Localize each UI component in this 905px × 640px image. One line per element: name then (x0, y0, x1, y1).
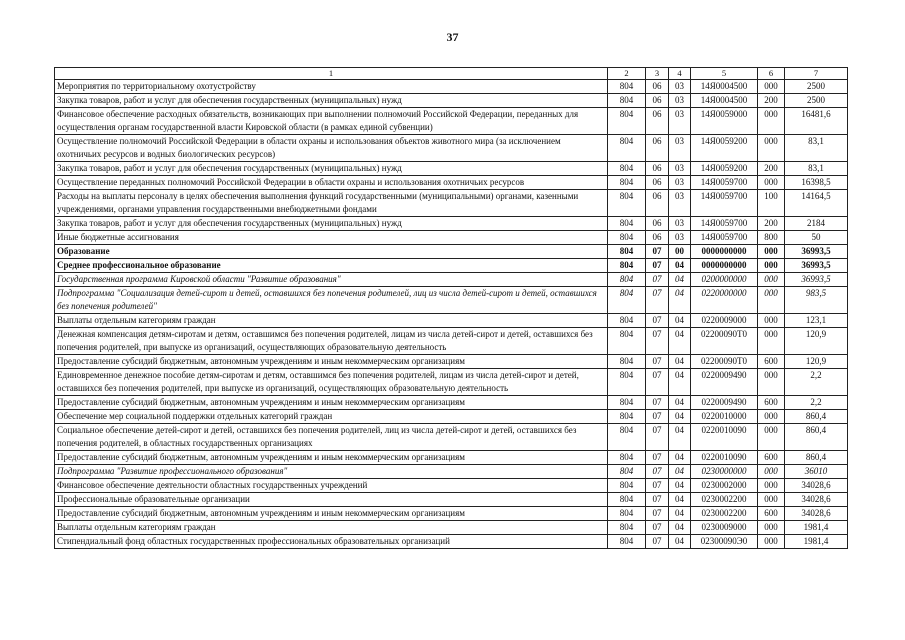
target-article-cell: 14Я0059200 (691, 162, 758, 176)
subsection-code-cell: 03 (669, 108, 691, 135)
header-cell: 2 (608, 68, 646, 80)
target-article-cell: 02200090Т0 (691, 355, 758, 369)
target-article-cell: 14Я0004500 (691, 94, 758, 108)
budget-table (54, 67, 848, 549)
target-article-cell: 14Я0059700 (691, 217, 758, 231)
expense-type-cell: 000 (758, 135, 785, 162)
target-article-cell: 0230002000 (691, 479, 758, 493)
table-row (55, 273, 848, 287)
section-code-cell: 06 (646, 135, 669, 162)
table-row (55, 355, 848, 369)
section-code-cell: 07 (646, 259, 669, 273)
target-article-cell: 0000000000 (691, 259, 758, 273)
admin-code-cell: 804 (608, 535, 646, 549)
table-row (55, 424, 848, 451)
subsection-code-cell: 04 (669, 328, 691, 355)
expense-type-cell: 600 (758, 451, 785, 465)
header-cell: 4 (669, 68, 691, 80)
table-row (55, 80, 848, 94)
target-article-cell: 0220000000 (691, 287, 758, 314)
subsection-code-cell: 03 (669, 231, 691, 245)
subsection-code-cell: 03 (669, 135, 691, 162)
row-name-cell: Стипендиальный фонд областных государственных профессиональных образовательных организаций (55, 535, 608, 549)
expense-type-cell: 000 (758, 176, 785, 190)
admin-code-cell: 804 (608, 135, 646, 162)
target-article-cell: 0220010090 (691, 424, 758, 451)
expense-type-cell: 000 (758, 245, 785, 259)
table-row (55, 217, 848, 231)
table-row (55, 328, 848, 355)
target-article-cell: 0220009490 (691, 369, 758, 396)
admin-code-cell: 804 (608, 217, 646, 231)
table-row (55, 176, 848, 190)
section-code-cell: 07 (646, 507, 669, 521)
subsection-code-cell: 03 (669, 190, 691, 217)
table-row (55, 162, 848, 176)
section-code-cell: 06 (646, 162, 669, 176)
subsection-code-cell: 04 (669, 465, 691, 479)
target-article-cell: 14Я0059200 (691, 135, 758, 162)
section-code-cell: 06 (646, 80, 669, 94)
subsection-code-cell: 04 (669, 479, 691, 493)
admin-code-cell: 804 (608, 521, 646, 535)
section-code-cell: 07 (646, 273, 669, 287)
amount-cell: 14164,5 (785, 190, 848, 217)
section-code-cell: 07 (646, 287, 669, 314)
table-row (55, 369, 848, 396)
row-name-cell: Денежная компенсация детям-сиротам и детям, оставшимся без попечения родителей, лицам из числа детей-сирот и детей, оставшихся без попечения родителей, при выпуске из организаций, осуществляющих образовательную деятельность (55, 328, 608, 355)
expense-type-cell: 000 (758, 493, 785, 507)
target-article-cell: 0220010000 (691, 410, 758, 424)
section-code-cell: 07 (646, 521, 669, 535)
row-name-cell: Закупка товаров, работ и услуг для обеспечения государственных (муниципальных) нужд (55, 94, 608, 108)
amount-cell: 860,4 (785, 451, 848, 465)
table-body (55, 68, 848, 549)
subsection-code-cell: 04 (669, 355, 691, 369)
section-code-cell: 07 (646, 369, 669, 396)
expense-type-cell: 000 (758, 424, 785, 451)
expense-type-cell: 600 (758, 396, 785, 410)
table-row (55, 451, 848, 465)
section-code-cell: 06 (646, 94, 669, 108)
subsection-code-cell: 03 (669, 162, 691, 176)
section-code-cell: 07 (646, 451, 669, 465)
target-article-cell: 14Я0059700 (691, 176, 758, 190)
table-row (55, 135, 848, 162)
amount-cell: 36010 (785, 465, 848, 479)
table-header-row (55, 68, 848, 80)
subsection-code-cell: 04 (669, 507, 691, 521)
section-code-cell: 07 (646, 314, 669, 328)
section-code-cell: 07 (646, 535, 669, 549)
amount-cell: 16398,5 (785, 176, 848, 190)
expense-type-cell: 000 (758, 535, 785, 549)
amount-cell: 83,1 (785, 135, 848, 162)
header-cell: 6 (758, 68, 785, 80)
row-name-cell: Финансовое обеспечение деятельности областных государственных учреждений (55, 479, 608, 493)
subsection-code-cell: 04 (669, 314, 691, 328)
expense-type-cell: 000 (758, 108, 785, 135)
subsection-code-cell: 04 (669, 287, 691, 314)
target-article-cell: 14Я0004500 (691, 80, 758, 94)
admin-code-cell: 804 (608, 451, 646, 465)
table-row (55, 465, 848, 479)
admin-code-cell: 804 (608, 369, 646, 396)
admin-code-cell: 804 (608, 162, 646, 176)
section-code-cell: 06 (646, 190, 669, 217)
expense-type-cell: 000 (758, 314, 785, 328)
expense-type-cell: 600 (758, 507, 785, 521)
header-cell: 5 (691, 68, 758, 80)
admin-code-cell: 804 (608, 507, 646, 521)
row-name-cell: Финансовое обеспечение расходных обязательств, возникающих при выполнении полномочий Российской Федерации, переданных для осуществления органам государственной власти Кировской области (в рамках единой субвенции) (55, 108, 608, 135)
section-code-cell: 06 (646, 176, 669, 190)
amount-cell: 34028,6 (785, 493, 848, 507)
expense-type-cell: 000 (758, 273, 785, 287)
admin-code-cell: 804 (608, 176, 646, 190)
expense-type-cell: 800 (758, 231, 785, 245)
expense-type-cell: 000 (758, 521, 785, 535)
row-name-cell: Социальное обеспечение детей-сирот и детей, оставшихся без попечения родителей, лиц из числа детей-сирот и детей, оставшихся без попечения родителей, в областных государственных организациях (55, 424, 608, 451)
target-article-cell: 0220009000 (691, 314, 758, 328)
section-code-cell: 06 (646, 231, 669, 245)
admin-code-cell: 804 (608, 231, 646, 245)
target-article-cell: 0230009000 (691, 521, 758, 535)
subsection-code-cell: 04 (669, 451, 691, 465)
target-article-cell: 02300090Э0 (691, 535, 758, 549)
admin-code-cell: 804 (608, 314, 646, 328)
section-code-cell: 07 (646, 479, 669, 493)
row-name-cell: Подпрограмма "Развитие профессионального образования" (55, 465, 608, 479)
amount-cell: 36993,5 (785, 273, 848, 287)
table-row (55, 259, 848, 273)
amount-cell: 2,2 (785, 369, 848, 396)
header-cell: 3 (646, 68, 669, 80)
amount-cell: 860,4 (785, 410, 848, 424)
amount-cell: 50 (785, 231, 848, 245)
section-code-cell: 06 (646, 217, 669, 231)
expense-type-cell: 000 (758, 328, 785, 355)
amount-cell: 120,9 (785, 328, 848, 355)
admin-code-cell: 804 (608, 245, 646, 259)
subsection-code-cell: 03 (669, 94, 691, 108)
admin-code-cell: 804 (608, 410, 646, 424)
target-article-cell: 0220009490 (691, 396, 758, 410)
admin-code-cell: 804 (608, 94, 646, 108)
admin-code-cell: 804 (608, 328, 646, 355)
target-article-cell: 0200000000 (691, 273, 758, 287)
subsection-code-cell: 03 (669, 80, 691, 94)
admin-code-cell: 804 (608, 80, 646, 94)
section-code-cell: 06 (646, 108, 669, 135)
section-code-cell: 07 (646, 424, 669, 451)
subsection-code-cell: 04 (669, 410, 691, 424)
subsection-code-cell: 04 (669, 369, 691, 396)
table-row (55, 535, 848, 549)
target-article-cell: 0230002200 (691, 507, 758, 521)
row-name-cell: Осуществление полномочий Российской Федерации в области охраны и использования объектов животного мира (за исключением охотничьих ресурсов и водных биологических ресурсов) (55, 135, 608, 162)
target-article-cell: 14Я0059700 (691, 231, 758, 245)
amount-cell: 36993,5 (785, 259, 848, 273)
expense-type-cell: 600 (758, 355, 785, 369)
amount-cell: 34028,6 (785, 507, 848, 521)
table-row (55, 521, 848, 535)
admin-code-cell: 804 (608, 465, 646, 479)
table-row (55, 108, 848, 135)
table-row (55, 507, 848, 521)
subsection-code-cell: 04 (669, 273, 691, 287)
amount-cell: 36993,5 (785, 245, 848, 259)
table-row (55, 190, 848, 217)
amount-cell: 1981,4 (785, 535, 848, 549)
target-article-cell: 02200090Т0 (691, 328, 758, 355)
table-row (55, 479, 848, 493)
subsection-code-cell: 03 (669, 176, 691, 190)
section-code-cell: 07 (646, 465, 669, 479)
subsection-code-cell: 04 (669, 535, 691, 549)
section-code-cell: 07 (646, 493, 669, 507)
section-code-cell: 07 (646, 245, 669, 259)
amount-cell: 34028,6 (785, 479, 848, 493)
row-name-cell: Подпрограмма "Социализация детей-сирот и детей, оставшихся без попечения родителей, лиц из числа детей-сирот и детей, оставшихся без попечения родителей" (55, 287, 608, 314)
row-name-cell: Обеспечение мер социальной поддержки отдельных категорий граждан (55, 410, 608, 424)
row-name-cell: Государственная программа Кировской области "Развитие образования" (55, 273, 608, 287)
row-name-cell: Выплаты отдельным категориям граждан (55, 521, 608, 535)
subsection-code-cell: 00 (669, 245, 691, 259)
row-name-cell: Осуществление переданных полномочий Российской Федерации в области охраны и использования охотничьих ресурсов (55, 176, 608, 190)
row-name-cell: Предоставление субсидий бюджетным, автономным учреждениям и иным некоммерческим организациям (55, 396, 608, 410)
expense-type-cell: 000 (758, 465, 785, 479)
table-row (55, 493, 848, 507)
table-row (55, 410, 848, 424)
section-code-cell: 07 (646, 328, 669, 355)
amount-cell: 2500 (785, 94, 848, 108)
subsection-code-cell: 04 (669, 521, 691, 535)
target-article-cell: 14Я0059700 (691, 190, 758, 217)
target-article-cell: 0000000000 (691, 245, 758, 259)
section-code-cell: 07 (646, 355, 669, 369)
subsection-code-cell: 04 (669, 493, 691, 507)
amount-cell: 2500 (785, 80, 848, 94)
table-row (55, 231, 848, 245)
section-code-cell: 07 (646, 396, 669, 410)
subsection-code-cell: 03 (669, 217, 691, 231)
admin-code-cell: 804 (608, 396, 646, 410)
row-name-cell: Предоставление субсидий бюджетным, автономным учреждениям и иным некоммерческим организациям (55, 451, 608, 465)
expense-type-cell: 200 (758, 162, 785, 176)
admin-code-cell: 804 (608, 479, 646, 493)
row-name-cell: Предоставление субсидий бюджетным, автономным учреждениям и иным некоммерческим организациям (55, 355, 608, 369)
expense-type-cell: 000 (758, 369, 785, 396)
row-name-cell: Единовременное денежное пособие детям-сиротам и детям, оставшимся без попечения родителей, лицам из числа детей-сирот и детей, оставшихся без попечения родителей, при выпуске из организаций, осуществляющих образовательную деятельность (55, 369, 608, 396)
amount-cell: 983,5 (785, 287, 848, 314)
row-name-cell: Среднее профессиональное образование (55, 259, 608, 273)
admin-code-cell: 804 (608, 493, 646, 507)
expense-type-cell: 200 (758, 94, 785, 108)
amount-cell: 123,1 (785, 314, 848, 328)
expense-type-cell: 000 (758, 259, 785, 273)
expense-type-cell: 000 (758, 410, 785, 424)
table-row (55, 245, 848, 259)
table-row (55, 287, 848, 314)
target-article-cell: 0230002200 (691, 493, 758, 507)
amount-cell: 2,2 (785, 396, 848, 410)
expense-type-cell: 000 (758, 287, 785, 314)
amount-cell: 120,9 (785, 355, 848, 369)
header-cell: 7 (785, 68, 848, 80)
admin-code-cell: 804 (608, 287, 646, 314)
table-row (55, 314, 848, 328)
subsection-code-cell: 04 (669, 424, 691, 451)
admin-code-cell: 804 (608, 108, 646, 135)
row-name-cell: Закупка товаров, работ и услуг для обеспечения государственных (муниципальных) нужд (55, 217, 608, 231)
page-number: 37 (446, 30, 459, 44)
admin-code-cell: 804 (608, 259, 646, 273)
expense-type-cell: 000 (758, 479, 785, 493)
amount-cell: 16481,6 (785, 108, 848, 135)
expense-type-cell: 100 (758, 190, 785, 217)
table-row (55, 94, 848, 108)
admin-code-cell: 804 (608, 273, 646, 287)
table-row (55, 396, 848, 410)
subsection-code-cell: 04 (669, 259, 691, 273)
admin-code-cell: 804 (608, 190, 646, 217)
target-article-cell: 0230000000 (691, 465, 758, 479)
target-article-cell: 14Я0059000 (691, 108, 758, 135)
expense-type-cell: 200 (758, 217, 785, 231)
row-name-cell: Мероприятия по территориальному охотустройству (55, 80, 608, 94)
target-article-cell: 0220010090 (691, 451, 758, 465)
header-cell: 1 (55, 68, 608, 80)
row-name-cell: Расходы на выплаты персоналу в целях обеспечения выполнения функций государственными (муниципальными) органами, казенными учреждениями, органами управления государственными внебюджетными фондами (55, 190, 608, 217)
row-name-cell: Предоставление субсидий бюджетным, автономным учреждениям и иным некоммерческим организациям (55, 507, 608, 521)
subsection-code-cell: 04 (669, 396, 691, 410)
admin-code-cell: 804 (608, 424, 646, 451)
section-code-cell: 07 (646, 410, 669, 424)
row-name-cell: Выплаты отдельным категориям граждан (55, 314, 608, 328)
row-name-cell: Образование (55, 245, 608, 259)
row-name-cell: Закупка товаров, работ и услуг для обеспечения государственных (муниципальных) нужд (55, 162, 608, 176)
amount-cell: 1981,4 (785, 521, 848, 535)
row-name-cell: Профессиональные образовательные организации (55, 493, 608, 507)
amount-cell: 2184 (785, 217, 848, 231)
amount-cell: 83,1 (785, 162, 848, 176)
admin-code-cell: 804 (608, 355, 646, 369)
expense-type-cell: 000 (758, 80, 785, 94)
row-name-cell: Иные бюджетные ассигнования (55, 231, 608, 245)
amount-cell: 860,4 (785, 424, 848, 451)
